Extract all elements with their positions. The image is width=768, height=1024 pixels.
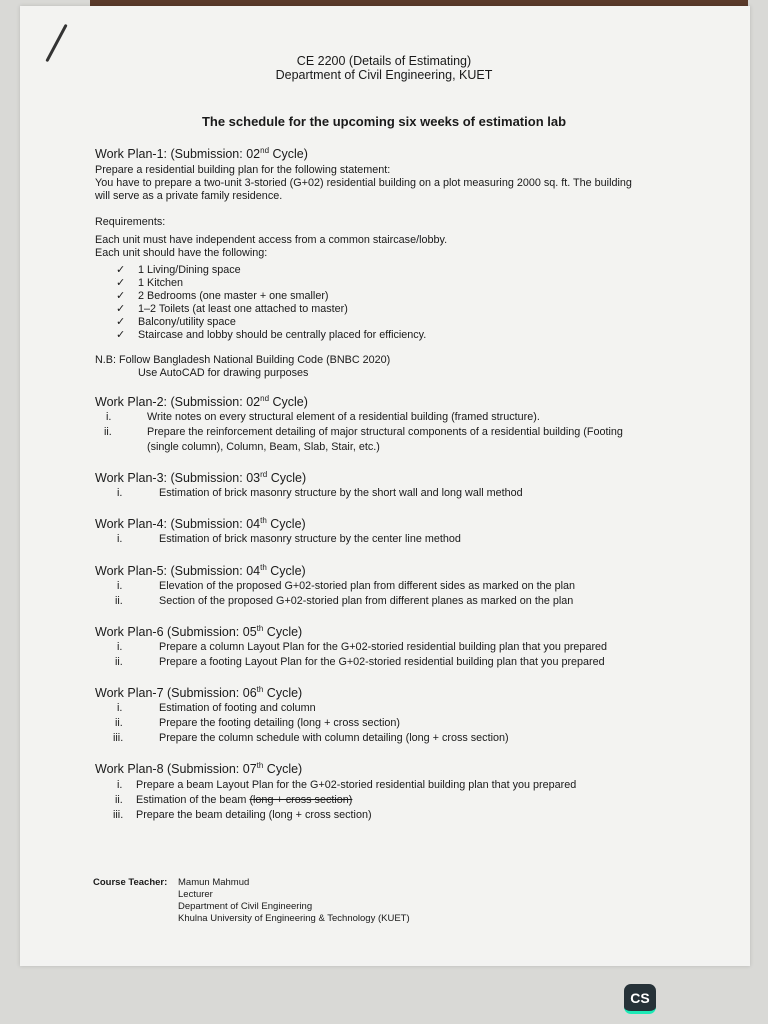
wp7-item-3: Prepare the column schedule with column detailing (long + cross section)	[159, 732, 509, 744]
check-item-4: 1–2 Toilets (at least one attached to master)	[138, 303, 348, 315]
teacher-role: Lecturer	[178, 889, 213, 900]
camscanner-logo: CS	[624, 984, 656, 1014]
wp5-item-2: Section of the proposed G+02-storied plan from different planes as marked on the plan	[159, 595, 574, 607]
wp1-line-1: Prepare a residential building plan for the following statement:	[95, 164, 391, 176]
wp2-item-2a: Prepare the reinforcement detailing of major structural components of a residential building (Footing	[147, 426, 623, 438]
wp1-line-3: will serve as a private family residence.	[95, 190, 283, 202]
check-item-5: Balcony/utility space	[138, 316, 236, 328]
check-icon: ✓	[116, 277, 126, 289]
work-plan-7-title: Work Plan-7 (Submission: 06th Cycle)	[95, 685, 303, 701]
check-icon: ✓	[116, 303, 126, 315]
wp8-item-1: Prepare a beam Layout Plan for the G+02-storied residential building plan that you prepared	[136, 779, 577, 791]
check-icon: ✓	[116, 329, 126, 341]
work-plan-3-title: Work Plan-3: (Submission: 03rd Cycle)	[95, 470, 307, 486]
check-item-1: 1 Living/Dining space	[138, 264, 241, 276]
requirement-1: Each unit must have independent access from a common staircase/lobby.	[95, 234, 448, 246]
wp3-num-1: i.	[117, 487, 123, 499]
wp7-item-1: Estimation of footing and column	[159, 702, 316, 714]
wp8-item-3: Prepare the beam detailing (long + cross section)	[136, 809, 372, 821]
requirements-heading: Requirements:	[95, 216, 166, 228]
wp3-item-1: Estimation of brick masonry structure by the short wall and long wall method	[159, 487, 523, 499]
wp7-num-2: ii.	[115, 717, 123, 729]
teacher-label: Course Teacher:	[93, 877, 168, 888]
wp4-item-1: Estimation of brick masonry structure by the center line method	[159, 533, 461, 545]
wp8-num-3: iii.	[113, 809, 124, 821]
check-item-3: 2 Bedrooms (one master + one smaller)	[138, 290, 329, 302]
wp5-num-2: ii.	[115, 595, 123, 607]
note-bnbc: N.B: Follow Bangladesh National Building Code (BNBC 2020)	[95, 354, 391, 366]
wp1-line-2: You have to prepare a two-unit 3-storied (G+02) residential building on a plot measuring 2000 sq. ft. The building	[95, 177, 632, 189]
wp2-num-2: ii.	[104, 426, 112, 438]
wp2-item-2b: (single column), Column, Beam, Slab, Stair, etc.)	[147, 441, 380, 453]
check-item-2: 1 Kitchen	[138, 277, 184, 289]
wp6-item-2: Prepare a footing Layout Plan for the G+02-storied residential building plan that you prepared	[159, 656, 605, 668]
check-item-6: Staircase and lobby should be centrally placed for efficiency.	[138, 329, 427, 341]
wp6-item-1: Prepare a column Layout Plan for the G+02-storied residential building plan that you prepared	[159, 641, 608, 653]
wp5-item-1: Elevation of the proposed G+02-storied plan from different sides as marked on the plan	[159, 580, 576, 592]
wp7-item-2: Prepare the footing detailing (long + cross section)	[159, 717, 400, 729]
wp6-num-1: i.	[117, 641, 123, 653]
course-title: CE 2200 (Details of Estimating)	[296, 54, 472, 68]
wp7-num-3: iii.	[113, 732, 124, 744]
wp2-item-1: Write notes on every structural element of a residential building (framed structure).	[147, 411, 540, 423]
work-plan-4-title: Work Plan-4: (Submission: 04th Cycle)	[95, 516, 306, 532]
wp5-num-1: i.	[117, 580, 123, 592]
work-plan-2-title: Work Plan-2: (Submission: 02nd Cycle)	[95, 394, 308, 410]
check-icon: ✓	[116, 290, 126, 302]
work-plan-6-title: Work Plan-6 (Submission: 05th Cycle)	[95, 624, 303, 640]
check-icon: ✓	[116, 316, 126, 328]
teacher-university: Khulna University of Engineering & Technology (KUET)	[178, 913, 410, 924]
wp8-num-1: i.	[117, 779, 123, 791]
note-autocad: Use AutoCAD for drawing purposes	[138, 367, 309, 379]
work-plan-5-title: Work Plan-5: (Submission: 04th Cycle)	[95, 563, 306, 579]
work-plan-8-title: Work Plan-8 (Submission: 07th Cycle)	[95, 761, 303, 777]
wp2-num-1: i.	[106, 411, 112, 423]
wp7-num-1: i.	[117, 702, 123, 714]
requirement-2: Each unit should have the following:	[95, 247, 268, 259]
page-title: The schedule for the upcoming six weeks of estimation lab	[201, 114, 567, 129]
teacher-department: Department of Civil Engineering	[178, 901, 313, 912]
wp6-num-2: ii.	[115, 656, 123, 668]
struck-text: (long + cross section)	[249, 794, 353, 806]
work-plan-1-title: Work Plan-1: (Submission: 02nd Cycle)	[95, 146, 308, 162]
wp8-item-2: Estimation of the beam (long + cross section)	[136, 794, 353, 806]
department-title: Department of Civil Engineering, KUET	[275, 68, 493, 82]
check-icon: ✓	[116, 264, 126, 276]
wp8-num-2: ii.	[115, 794, 123, 806]
wp4-num-1: i.	[117, 533, 123, 545]
teacher-name: Mamun Mahmud	[178, 877, 250, 888]
